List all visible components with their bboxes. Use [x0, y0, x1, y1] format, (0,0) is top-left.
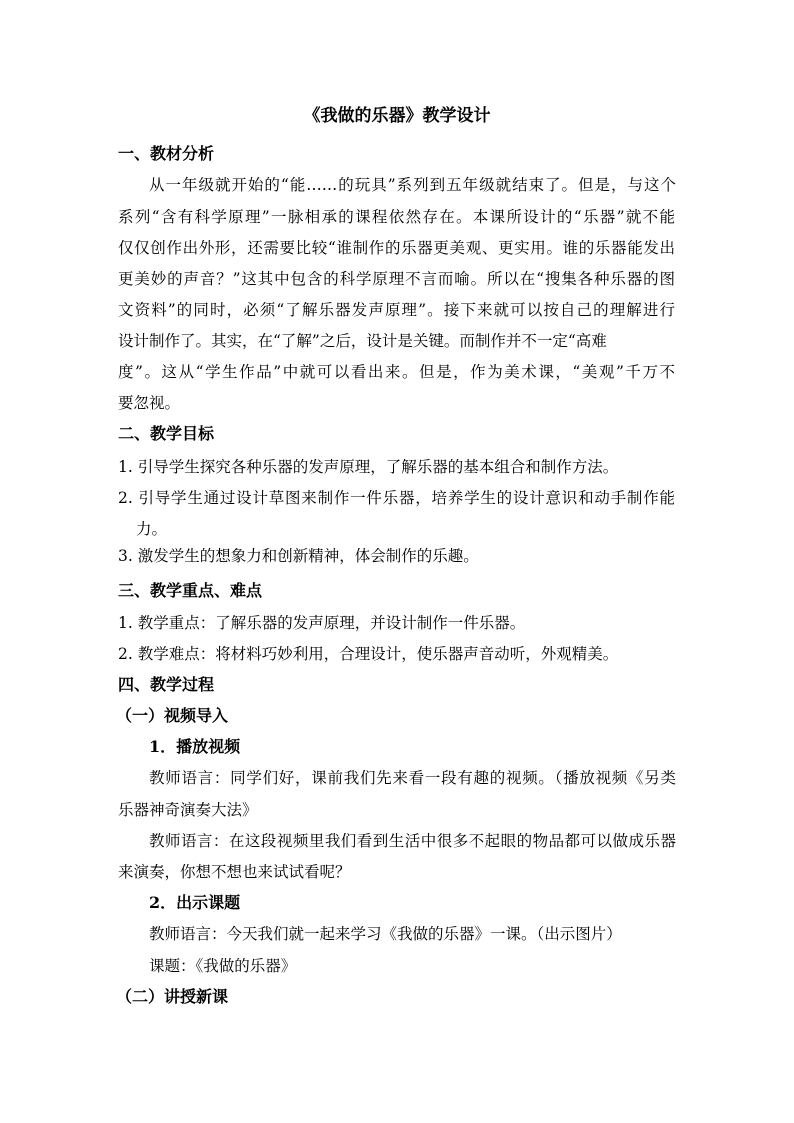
paragraph-line: 教师语言：同学们好，课前我们先来看一段有趣的视频。（播放视频《另类: [149, 769, 676, 787]
paragraph-line: 教师语言：在这段视频里我们看到生活中很多不起眼的物品都可以做成乐器: [149, 832, 676, 850]
subsection-heading-new-lesson: （二）讲授新课: [116, 987, 229, 1006]
section-heading-objectives: 二、教学目标: [118, 424, 215, 443]
paragraph-line: 教师语言：今天我们就一起来学习《我做的乐器》一课。（出示图片）: [149, 925, 622, 943]
paragraph-line: 设计制作了。其实，在“了解”之后，设计是关键。而制作并不一定“高难: [118, 332, 607, 350]
section-heading-analysis: 一、教材分析: [118, 144, 215, 163]
subsection-heading-video: （一）视频导入: [116, 706, 229, 725]
paragraph-line: 系列“含有科学原理”一脉相承的课程依然存在。本课所设计的“乐器”就不能: [118, 208, 675, 226]
paragraph-line: 度”。这从“学生作品”中就可以看出来。但是，作为美术课，“美观”千万不: [118, 363, 675, 381]
paragraph-line: 仅仅创作出外形，还需要比较“谁制作的乐器更美观、更实用。谁的乐器能发出: [118, 239, 675, 257]
list-item: 2. 教学难点：将材料巧妙利用，合理设计，使乐器声音动听，外观精美。: [118, 645, 619, 663]
paragraph-line: 更美妙的声音？”这其中包含的科学原理不言而喻。所以在“搜集各种乐器的图: [118, 270, 675, 288]
list-item: 3. 激发学生的想象力和创新精神，体会制作的乐趣。: [118, 547, 479, 565]
list-item-continuation: 力。: [136, 520, 168, 538]
paragraph-line: 乐器神奇演奏大法》: [118, 801, 258, 819]
list-item: 1. 教学重点：了解乐器的发声原理，并设计制作一件乐器。: [118, 614, 526, 632]
paragraph-line: 来演奏，你想不想也来试试看呢？: [118, 863, 351, 881]
section-heading-key-points: 三、教学重点、难点: [118, 581, 263, 600]
section-heading-process: 四、教学过程: [118, 675, 215, 694]
paragraph-line: 文资料”的同时，必须“了解乐器发声原理”。接下来就可以按自己的理解进行: [118, 301, 675, 319]
paragraph-line: 要忽视。: [118, 394, 181, 412]
step-heading-show-topic: 2．出示课题: [149, 893, 241, 912]
list-item: 2. 引导学生通过设计草图来制作一件乐器，培养学生的设计意识和动手制作能: [118, 489, 675, 507]
paragraph-line: 课题：《我做的乐器》: [149, 957, 297, 975]
step-heading-play-video: 1．播放视频: [149, 737, 241, 756]
list-item: 1. 引导学生探究各种乐器的发声原理，了解乐器的基本组合和制作方法。: [118, 458, 619, 476]
paragraph-line: 从一年级就开始的“能……的玩具”系列到五年级就结束了。但是，与这个: [149, 176, 676, 194]
document-title: 《我做的乐器》教学设计: [303, 106, 491, 126]
